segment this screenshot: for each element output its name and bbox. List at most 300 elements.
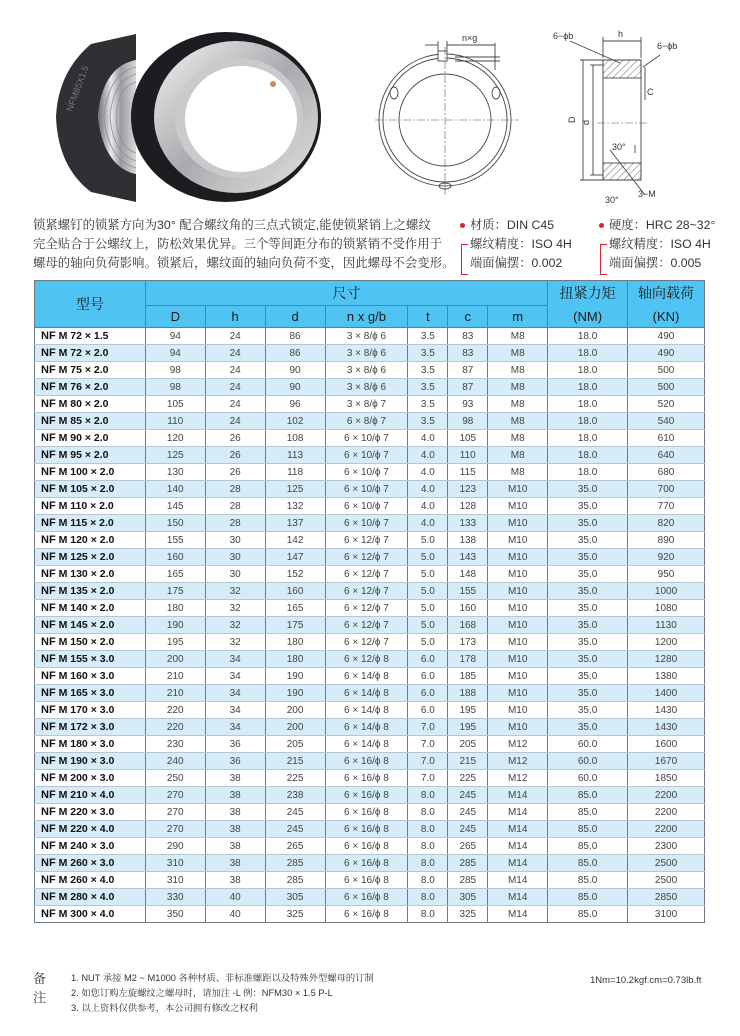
cell-m: M14 xyxy=(488,906,548,923)
cell-model xyxy=(35,872,146,889)
cell-model xyxy=(35,617,146,634)
cell-m: M10 xyxy=(488,498,548,515)
cell-torque: 18.0 xyxy=(548,379,628,396)
cell-load: 640 xyxy=(628,447,705,464)
cell-load: 1430 xyxy=(628,719,705,736)
subheader-c: c xyxy=(448,306,488,328)
hardness-spec xyxy=(597,216,738,235)
cell-D: 330 xyxy=(145,889,205,906)
cell-h: 24 xyxy=(205,345,265,362)
cell-m: M14 xyxy=(488,838,548,855)
cell-D: 220 xyxy=(145,719,205,736)
cell-d: 225 xyxy=(265,770,325,787)
cell-torque: 18.0 xyxy=(548,430,628,447)
cell-load: 1430 xyxy=(628,702,705,719)
cell-d: 305 xyxy=(265,889,325,906)
label-D: D xyxy=(567,116,577,123)
model-size: M 90 × 2.0 xyxy=(58,432,109,444)
label-3M: 3−M xyxy=(638,189,656,199)
cell-m: M14 xyxy=(488,804,548,821)
cell-D: 160 xyxy=(145,549,205,566)
label-6b-right: 6−ϕb xyxy=(657,41,678,51)
cell-t: 8.0 xyxy=(408,838,448,855)
cell-model xyxy=(35,651,146,668)
cell-m: M10 xyxy=(488,702,548,719)
cell-c: 173 xyxy=(448,634,488,651)
cell-t: 8.0 xyxy=(408,821,448,838)
cell-m: M8 xyxy=(488,362,548,379)
cell-d: 180 xyxy=(265,634,325,651)
cell-D: 240 xyxy=(145,753,205,770)
cell-D: 210 xyxy=(145,685,205,702)
model-prefix: NF xyxy=(41,517,56,529)
model-prefix: NF xyxy=(41,585,56,597)
cell-load: 1400 xyxy=(628,685,705,702)
model-prefix: NF xyxy=(41,704,56,716)
table-row xyxy=(35,532,705,549)
cell-t: 8.0 xyxy=(408,855,448,872)
cell-torque: 18.0 xyxy=(548,328,628,345)
model-size: M 145 × 2.0 xyxy=(58,619,115,631)
cell-t: 5.0 xyxy=(408,634,448,651)
cell-d: 102 xyxy=(265,413,325,430)
cell-c: 195 xyxy=(448,719,488,736)
cell-ngb: 6 × 16/ϕ 8 xyxy=(325,872,408,889)
cell-d: 285 xyxy=(265,855,325,872)
material-specs xyxy=(458,216,738,273)
cell-m: M10 xyxy=(488,617,548,634)
cell-torque: 85.0 xyxy=(548,855,628,872)
cell-load: 540 xyxy=(628,413,705,430)
cell-m: M8 xyxy=(488,464,548,481)
cell-t: 4.0 xyxy=(408,464,448,481)
cell-t: 3.5 xyxy=(408,379,448,396)
description-line: 完全贴合于公螺纹上，防松效果优异。三个等间距分布的锁紧销不受作用于 xyxy=(33,237,443,251)
cell-d: 125 xyxy=(265,481,325,498)
cell-d: 90 xyxy=(265,379,325,396)
cell-model xyxy=(35,855,146,872)
hardness-text: 硬度：HRC 28~32° xyxy=(609,218,716,232)
cell-model xyxy=(35,804,146,821)
cell-d: 118 xyxy=(265,464,325,481)
cell-c: 93 xyxy=(448,396,488,413)
cell-torque: 35.0 xyxy=(548,515,628,532)
table-row xyxy=(35,362,705,379)
material-text: 材质：DIN C45 xyxy=(470,218,555,232)
cell-D: 230 xyxy=(145,736,205,753)
table-row xyxy=(35,413,705,430)
cell-m: M8 xyxy=(488,345,548,362)
model-size: M 76 × 2.0 xyxy=(58,381,109,393)
table-row xyxy=(35,583,705,600)
cell-load: 1130 xyxy=(628,617,705,634)
cell-D: 310 xyxy=(145,855,205,872)
cell-ngb: 6 × 12/ϕ 7 xyxy=(325,617,408,634)
cell-d: 96 xyxy=(265,396,325,413)
model-prefix: NF xyxy=(41,891,56,903)
cell-t: 8.0 xyxy=(408,872,448,889)
cell-D: 110 xyxy=(145,413,205,430)
model-prefix: NF xyxy=(41,636,56,648)
cell-t: 7.0 xyxy=(408,770,448,787)
front-view-diagram xyxy=(370,25,530,205)
cell-h: 28 xyxy=(205,515,265,532)
cell-load: 610 xyxy=(628,430,705,447)
cell-t: 4.0 xyxy=(408,481,448,498)
model-prefix: NF xyxy=(41,551,56,563)
table-row xyxy=(35,617,705,634)
cell-ngb: 6 × 12/ϕ 7 xyxy=(325,532,408,549)
cell-m: M10 xyxy=(488,651,548,668)
cell-d: 190 xyxy=(265,685,325,702)
cell-D: 270 xyxy=(145,787,205,804)
cell-h: 26 xyxy=(205,447,265,464)
model-size: M 180 × 3.0 xyxy=(58,738,115,750)
thread-accuracy-text: 螺纹精度：ISO 4H xyxy=(470,237,572,251)
cell-d: 165 xyxy=(265,600,325,617)
cell-m: M10 xyxy=(488,583,548,600)
table-row xyxy=(35,549,705,566)
table-row xyxy=(35,685,705,702)
header-torque-unit: (NM) xyxy=(548,306,628,328)
cell-c: 225 xyxy=(448,770,488,787)
cell-model xyxy=(35,362,146,379)
cell-ngb: 3 × 8/ϕ 6 xyxy=(325,328,408,345)
cell-m: M12 xyxy=(488,753,548,770)
cell-c: 143 xyxy=(448,549,488,566)
cell-load: 1670 xyxy=(628,753,705,770)
model-size: M 95 × 2.0 xyxy=(58,449,109,461)
cell-h: 38 xyxy=(205,787,265,804)
cell-t: 5.0 xyxy=(408,532,448,549)
cell-t: 5.0 xyxy=(408,566,448,583)
cell-m: M8 xyxy=(488,396,548,413)
cell-c: 265 xyxy=(448,838,488,855)
table-row xyxy=(35,396,705,413)
cell-ngb: 6 × 14/ϕ 8 xyxy=(325,668,408,685)
label-h: h xyxy=(618,29,624,39)
cell-c: 83 xyxy=(448,345,488,362)
cell-D: 210 xyxy=(145,668,205,685)
cell-t: 3.5 xyxy=(408,413,448,430)
cell-model xyxy=(35,430,146,447)
cell-c: 245 xyxy=(448,787,488,804)
cell-torque: 85.0 xyxy=(548,872,628,889)
cell-d: 147 xyxy=(265,549,325,566)
cell-t: 3.5 xyxy=(408,328,448,345)
model-size: M 105 × 2.0 xyxy=(58,483,115,495)
cell-load: 1000 xyxy=(628,583,705,600)
label-30-bottom: 30° xyxy=(605,195,619,205)
cell-h: 32 xyxy=(205,600,265,617)
model-size: M 220 × 3.0 xyxy=(58,806,115,818)
cell-t: 7.0 xyxy=(408,719,448,736)
cell-model xyxy=(35,787,146,804)
cell-model xyxy=(35,515,146,532)
cell-torque: 18.0 xyxy=(548,447,628,464)
cell-torque: 18.0 xyxy=(548,464,628,481)
table-row xyxy=(35,838,705,855)
table-row xyxy=(35,430,705,447)
cell-torque: 35.0 xyxy=(548,600,628,617)
cell-ngb: 6 × 16/ϕ 8 xyxy=(325,855,408,872)
cell-c: 155 xyxy=(448,583,488,600)
cell-model xyxy=(35,447,146,464)
cell-torque: 35.0 xyxy=(548,719,628,736)
cell-d: 215 xyxy=(265,753,325,770)
cell-m: M10 xyxy=(488,600,548,617)
cell-load: 2300 xyxy=(628,838,705,855)
cell-ngb: 6 × 10/ϕ 7 xyxy=(325,447,408,464)
table-row xyxy=(35,787,705,804)
product-photo xyxy=(36,22,336,207)
cell-torque: 35.0 xyxy=(548,651,628,668)
cell-load: 890 xyxy=(628,532,705,549)
table-row xyxy=(35,668,705,685)
cell-m: M14 xyxy=(488,821,548,838)
cell-h: 24 xyxy=(205,379,265,396)
cell-load: 2500 xyxy=(628,855,705,872)
cell-load: 490 xyxy=(628,328,705,345)
model-size: M 172 × 3.0 xyxy=(58,721,115,733)
cell-ngb: 6 × 12/ϕ 7 xyxy=(325,600,408,617)
cell-c: 160 xyxy=(448,600,488,617)
cell-torque: 35.0 xyxy=(548,481,628,498)
model-prefix: NF xyxy=(41,415,56,427)
cell-torque: 18.0 xyxy=(548,345,628,362)
cell-t: 5.0 xyxy=(408,583,448,600)
cell-load: 820 xyxy=(628,515,705,532)
model-size: M 150 × 2.0 xyxy=(58,636,115,648)
cell-d: 285 xyxy=(265,872,325,889)
cell-D: 120 xyxy=(145,430,205,447)
cell-ngb: 3 × 8/ϕ 6 xyxy=(325,362,408,379)
cell-model xyxy=(35,719,146,736)
cell-torque: 35.0 xyxy=(548,549,628,566)
model-size: M 75 × 2.0 xyxy=(58,364,109,376)
cell-m: M8 xyxy=(488,413,548,430)
cell-ngb: 6 × 12/ϕ 7 xyxy=(325,583,408,600)
cell-torque: 85.0 xyxy=(548,804,628,821)
cell-c: 245 xyxy=(448,804,488,821)
cell-D: 165 xyxy=(145,566,205,583)
cell-t: 8.0 xyxy=(408,906,448,923)
cell-model xyxy=(35,396,146,413)
face-runout-left xyxy=(458,254,597,273)
table-row xyxy=(35,753,705,770)
cell-D: 145 xyxy=(145,498,205,515)
cell-torque: 60.0 xyxy=(548,753,628,770)
model-size: M 260 × 3.0 xyxy=(58,857,115,869)
cell-d: 180 xyxy=(265,651,325,668)
cell-load: 770 xyxy=(628,498,705,515)
cell-m: M10 xyxy=(488,668,548,685)
cell-c: 205 xyxy=(448,736,488,753)
cell-d: 142 xyxy=(265,532,325,549)
cell-h: 24 xyxy=(205,362,265,379)
cell-h: 26 xyxy=(205,430,265,447)
cell-model xyxy=(35,753,146,770)
label-d: d xyxy=(581,119,591,125)
cell-ngb: 6 × 10/ϕ 7 xyxy=(325,430,408,447)
cell-ngb: 6 × 8/ϕ 7 xyxy=(325,413,408,430)
cell-model xyxy=(35,600,146,617)
cell-D: 200 xyxy=(145,651,205,668)
subheader-d: d xyxy=(265,306,325,328)
cell-m: M10 xyxy=(488,719,548,736)
model-prefix: NF xyxy=(41,840,56,852)
subheader-m: m xyxy=(488,306,548,328)
model-prefix: NF xyxy=(41,755,56,767)
cell-t: 3.5 xyxy=(408,345,448,362)
table-row xyxy=(35,600,705,617)
cell-ngb: 3 × 8/ϕ 7 xyxy=(325,396,408,413)
cell-model xyxy=(35,906,146,923)
cell-D: 350 xyxy=(145,906,205,923)
cell-model xyxy=(35,702,146,719)
model-size: M 210 × 4.0 xyxy=(58,789,115,801)
bullet-icon xyxy=(460,223,465,228)
nxg-label: n×g xyxy=(462,33,478,43)
cell-load: 490 xyxy=(628,345,705,362)
model-prefix: NF xyxy=(41,670,56,682)
header-torque: 扭紧力矩 xyxy=(548,281,628,306)
cell-c: 148 xyxy=(448,566,488,583)
cell-load: 1850 xyxy=(628,770,705,787)
cell-load: 1200 xyxy=(628,634,705,651)
material-spec xyxy=(458,216,597,235)
cell-h: 38 xyxy=(205,855,265,872)
cell-torque: 35.0 xyxy=(548,634,628,651)
label-30-top: 30° xyxy=(612,142,626,152)
cell-torque: 35.0 xyxy=(548,532,628,549)
cell-load: 2200 xyxy=(628,821,705,838)
cell-model xyxy=(35,770,146,787)
cell-ngb: 6 × 16/ϕ 8 xyxy=(325,770,408,787)
table-row xyxy=(35,566,705,583)
table-body xyxy=(35,328,705,923)
model-prefix: NF xyxy=(41,381,56,393)
photo-engraving: NFM85X1.5 xyxy=(64,64,91,113)
cell-load: 950 xyxy=(628,566,705,583)
model-prefix: NF xyxy=(41,857,56,869)
cell-model xyxy=(35,345,146,362)
cell-ngb: 6 × 10/ϕ 7 xyxy=(325,481,408,498)
table-row xyxy=(35,345,705,362)
cell-h: 34 xyxy=(205,668,265,685)
cell-d: 132 xyxy=(265,498,325,515)
cell-m: M10 xyxy=(488,634,548,651)
table-row xyxy=(35,464,705,481)
cell-ngb: 6 × 16/ϕ 8 xyxy=(325,889,408,906)
note-line: 2. 如您订购左旋螺纹之螺母时，请加注 -L 例：NFM30 × 1.5 P-L xyxy=(71,988,333,998)
cell-c: 168 xyxy=(448,617,488,634)
note-line: 1. NUT 承接 M2 ~ M1000 各种材质、非标准螺距以及特殊外型螺母的订制 xyxy=(71,973,374,983)
cell-D: 175 xyxy=(145,583,205,600)
model-size: M 240 × 3.0 xyxy=(58,840,115,852)
cell-torque: 35.0 xyxy=(548,498,628,515)
model-size: M 200 × 3.0 xyxy=(58,772,115,784)
model-size: M 165 × 3.0 xyxy=(58,687,115,699)
cell-h: 24 xyxy=(205,396,265,413)
model-size: M 280 × 4.0 xyxy=(58,891,115,903)
subheader-h: h xyxy=(205,306,265,328)
model-prefix: NF xyxy=(41,908,56,920)
cell-D: 130 xyxy=(145,464,205,481)
cell-m: M10 xyxy=(488,532,548,549)
cell-model xyxy=(35,838,146,855)
cell-model xyxy=(35,634,146,651)
cell-h: 38 xyxy=(205,872,265,889)
cell-m: M8 xyxy=(488,328,548,345)
cell-load: 1600 xyxy=(628,736,705,753)
cell-ngb: 3 × 8/ϕ 6 xyxy=(325,345,408,362)
cell-D: 190 xyxy=(145,617,205,634)
cell-D: 140 xyxy=(145,481,205,498)
cell-D: 220 xyxy=(145,702,205,719)
cell-ngb: 6 × 10/ϕ 7 xyxy=(325,498,408,515)
cell-c: 133 xyxy=(448,515,488,532)
model-size: M 125 × 2.0 xyxy=(58,551,115,563)
cell-h: 32 xyxy=(205,634,265,651)
model-prefix: NF xyxy=(41,534,56,546)
cell-model xyxy=(35,889,146,906)
model-prefix: NF xyxy=(41,602,56,614)
table-row xyxy=(35,821,705,838)
cell-model xyxy=(35,413,146,430)
cell-t: 3.5 xyxy=(408,362,448,379)
cell-load: 920 xyxy=(628,549,705,566)
cell-ngb: 6 × 12/ϕ 7 xyxy=(325,549,408,566)
cell-c: 105 xyxy=(448,430,488,447)
cell-D: 98 xyxy=(145,362,205,379)
product-description xyxy=(33,216,473,273)
header-load-unit: (KN) xyxy=(628,306,705,328)
cell-c: 195 xyxy=(448,702,488,719)
cell-torque: 35.0 xyxy=(548,617,628,634)
cell-t: 4.0 xyxy=(408,447,448,464)
table-row xyxy=(35,736,705,753)
cell-D: 250 xyxy=(145,770,205,787)
model-prefix: NF xyxy=(41,449,56,461)
cell-ngb: 6 × 12/ϕ 8 xyxy=(325,651,408,668)
cell-model xyxy=(35,668,146,685)
cell-t: 8.0 xyxy=(408,787,448,804)
model-size: M 160 × 3.0 xyxy=(58,670,115,682)
model-prefix: NF xyxy=(41,568,56,580)
cell-torque: 60.0 xyxy=(548,770,628,787)
model-prefix: NF xyxy=(41,398,56,410)
cell-h: 28 xyxy=(205,498,265,515)
table-row xyxy=(35,770,705,787)
model-prefix: NF xyxy=(41,738,56,750)
cell-c: 305 xyxy=(448,889,488,906)
table-row xyxy=(35,804,705,821)
table-row xyxy=(35,889,705,906)
model-prefix: NF xyxy=(41,364,56,376)
cell-D: 98 xyxy=(145,379,205,396)
cell-h: 34 xyxy=(205,685,265,702)
cell-d: 137 xyxy=(265,515,325,532)
thread-accuracy-right xyxy=(597,235,738,254)
model-prefix: NF xyxy=(41,823,56,835)
model-prefix: NF xyxy=(41,500,56,512)
cell-ngb: 6 × 16/ϕ 8 xyxy=(325,804,408,821)
cell-c: 178 xyxy=(448,651,488,668)
cell-h: 26 xyxy=(205,464,265,481)
cell-ngb: 6 × 16/ϕ 8 xyxy=(325,787,408,804)
cell-torque: 18.0 xyxy=(548,362,628,379)
